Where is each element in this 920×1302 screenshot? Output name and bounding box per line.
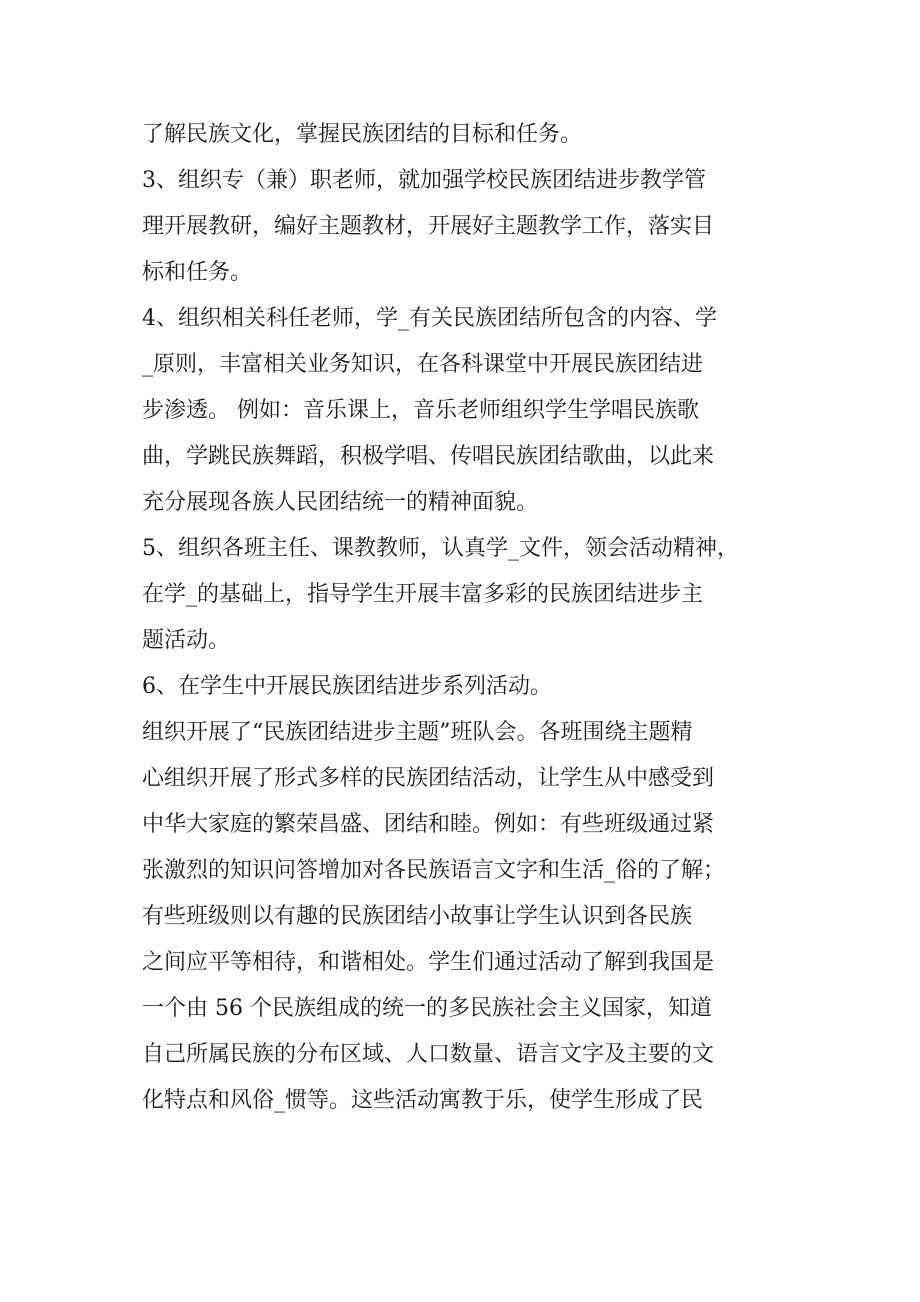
text-line: 在学_的基础上，指导学生开展丰富多彩的民族团结进步主 <box>142 582 704 607</box>
text-line: 张激烈的知识问答增加对各民族语言文字和生活_俗的了解； <box>142 858 726 883</box>
text-line: 步渗透。 例如：音乐课上，音乐老师组织学生学唱民族歌 <box>142 398 699 423</box>
text-line: 3、组织专（兼）职老师，就加强学校民族团结进步教学管 <box>142 168 706 193</box>
text-line: 曲，学跳民族舞蹈，积极学唱、传唱民族团结歌曲，以此来 <box>142 444 715 469</box>
text-line: 标和任务。 <box>142 260 253 285</box>
text-line: 5、组织各班主任、课教教师，认真学_文件，领会活动精神， <box>142 536 739 561</box>
text-line: 之间应平等相待，和谐相处。学生们通过活动了解到我国是 <box>142 950 715 975</box>
text-line: 化特点和风俗_惯等。这些活动寓教于乐，使学生形成了民 <box>142 1088 704 1113</box>
document-body <box>142 112 782 1124</box>
text-line: 一个由 56 个民族组成的统一的多民族社会主义国家，知道 <box>142 996 712 1021</box>
text-line: 6、在学生中开展民族团结进步系列活动。 <box>142 674 552 699</box>
text-line: 有些班级则以有趣的民族团结小故事让学生认识到各民族 <box>142 904 693 929</box>
text-line: 自己所属民族的分布区域、人口数量、语言文字及主要的文 <box>142 1042 715 1067</box>
text-line: 充分展现各族人民团结统一的精神面貌。 <box>142 490 539 515</box>
text-line: 心组织开展了形式多样的民族团结活动，让学生从中感受到 <box>142 766 715 791</box>
text-line: 理开展教研，编好主题教材，开展好主题教学工作，落实目 <box>142 214 715 239</box>
text-line: _原则，丰富相关业务知识，在各科课堂中开展民族团结进 <box>142 352 704 377</box>
text-line: 题活动。 <box>142 628 231 653</box>
text-line: 了解民族文化，掌握民族团结的目标和任务。 <box>142 122 583 147</box>
text-line: 组织开展了“民族团结进步主题”班队会。各班围绕主题精 <box>142 720 693 745</box>
text-line: 中华大家庭的繁荣昌盛、团结和睦。例如：有些班级通过紧 <box>142 812 715 837</box>
text-line: 4、组织相关科任老师，学_有关民族团结所包含的内容、学 <box>142 306 717 331</box>
